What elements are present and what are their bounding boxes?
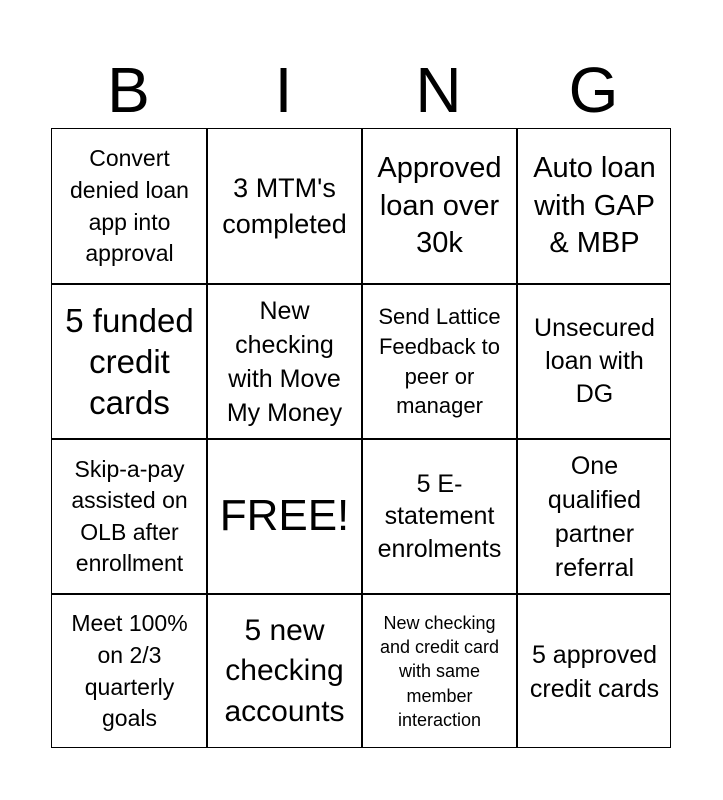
cell-label: One qualified partner referral [547,451,642,582]
cell-label: 5 new checking accounts [224,614,345,728]
free-space[interactable] [207,439,362,594]
bingo-cell[interactable] [52,284,207,439]
header-letter-n: N [415,54,462,126]
bingo-cell[interactable] [207,284,362,439]
cell-label: Auto loan with GAP & MBP [533,151,656,260]
cell-label: Meet 100% on 2/3 quarterly goals [71,609,188,732]
header-letter-g: G [568,54,619,126]
cell-label: Convert denied loan app into approval [70,144,189,267]
cell-label: Unsecured loan with DG [534,314,655,408]
cell-label: FREE! [219,491,350,541]
bingo-cell[interactable] [362,284,517,439]
bingo-header [51,52,671,128]
cell-label: 5 E-statement enrolments [377,469,502,563]
cell-label: 5 funded credit cards [65,301,194,422]
bingo-cell[interactable] [52,594,207,749]
cell-label: Approved loan over 30k [377,151,502,260]
bingo-cell[interactable] [52,439,207,594]
header-letter-i: I [274,54,293,126]
bingo-cell[interactable] [207,129,362,284]
cell-label: 3 MTM's completed [222,173,347,239]
bingo-cell[interactable] [517,284,672,439]
cell-label: Skip-a-pay assisted on OLB after enrollment [71,455,188,576]
header-letter-b: B [107,54,150,126]
cell-label: New checking with Move My Money [226,296,343,427]
bingo-cell[interactable] [517,594,672,749]
bingo-cell[interactable] [517,439,672,594]
cell-label: New checking and credit card with same member interaction [379,612,500,730]
bingo-cell[interactable] [52,129,207,284]
bingo-cell[interactable] [362,129,517,284]
cell-label: 5 approved credit cards [529,640,660,703]
bingo-cell[interactable] [207,594,362,749]
bingo-grid [51,128,671,748]
bingo-cell[interactable] [362,439,517,594]
bingo-cell[interactable] [362,594,517,749]
cell-label: Send Lattice Feedback to peer or manager [378,303,501,419]
bingo-cell[interactable] [517,129,672,284]
